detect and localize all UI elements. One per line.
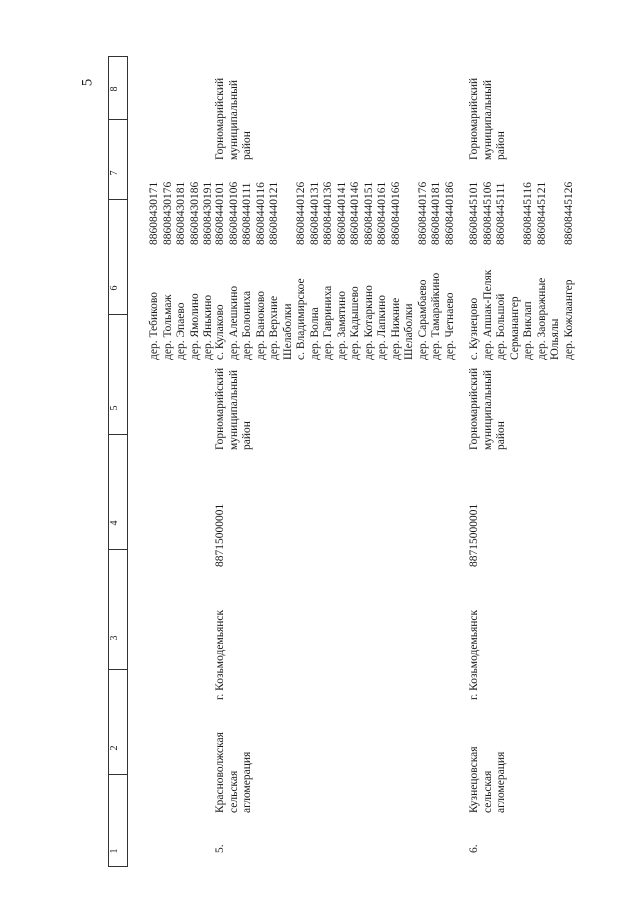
column-separator [108, 774, 128, 775]
list-item: дер. Тамарайкино [430, 272, 442, 360]
column-separator [108, 56, 128, 57]
row-number: 6. [468, 844, 480, 853]
list-item: 88608440101 [214, 181, 226, 245]
continuation-oktmo [148, 182, 216, 245]
column-separator [108, 549, 128, 550]
list-item: дер. Заовражные [535, 277, 548, 360]
list-item: 88608430186 [188, 181, 201, 245]
column-separator [108, 866, 128, 867]
center-code: 88715000001 [468, 503, 480, 567]
list-item: 88608440106 [227, 181, 240, 245]
page-number: 5 [79, 78, 96, 87]
list-item: дер. Янькино [202, 294, 214, 360]
list-item: 88608445106 [481, 181, 494, 245]
oktmo-list [214, 182, 457, 245]
list-item: дер. Кожлаангер [562, 279, 575, 360]
list-item: дер. Кадышево [349, 286, 361, 360]
list-item: 88608440121 [268, 181, 280, 245]
continuation-settlements [148, 292, 216, 360]
list-item: дер. Большой [495, 293, 507, 360]
list-item: дер. Ваноково [254, 291, 267, 360]
header-bottom-rule [127, 57, 128, 867]
list-item: 88608440186 [443, 181, 456, 245]
list-item: дер. Нижние [389, 297, 402, 360]
list-item: с. Владимирское [295, 278, 307, 360]
list-item: Шелаболки [403, 303, 415, 360]
agglomeration-name: Красноволжская сельская агломерация [214, 732, 253, 813]
list-item: дер. Волна [308, 307, 321, 360]
list-item: 88608440111 [241, 182, 253, 245]
district-name: Горномарийский муниципальный район [214, 367, 253, 450]
column-header-6: 6 [109, 285, 120, 291]
list-item: Шелаболки [281, 303, 294, 360]
list-item: 88608440176 [416, 181, 429, 245]
list-item: дер. Верхние [268, 295, 280, 360]
list-item: 88608430191 [202, 181, 214, 245]
list-item: 88608440151 [362, 181, 375, 245]
column-header-1: 1 [109, 848, 120, 854]
list-item: дер. Тольмаж [161, 294, 174, 360]
list-item: 88608430181 [175, 181, 187, 245]
list-item: дер. Апшак-Пеляк [481, 269, 494, 360]
center-city: г. Козьмодемьянск [468, 609, 480, 700]
list-item: дер. Эпаево [175, 302, 187, 360]
municipality-name: Горномарийский муниципальный район [468, 77, 507, 160]
list-item: 88608430176 [161, 181, 174, 245]
column-header-3: 3 [109, 635, 120, 641]
agglomeration-name: Кузнецовская сельская агломерация [468, 746, 507, 813]
list-item [509, 182, 523, 245]
center-code: 88715000001 [214, 503, 226, 567]
list-item: 88608440136 [322, 181, 334, 245]
list-item: дер. Болониха [241, 290, 253, 360]
settlements-list [214, 273, 457, 360]
column-separator [108, 199, 128, 200]
list-item: дер. Виклап [522, 301, 534, 360]
list-item: 88608445111 [495, 182, 507, 245]
list-item: дер. Ямолино [188, 293, 201, 360]
list-item [282, 182, 296, 245]
list-item: дер. Лапкино [376, 294, 388, 360]
district-name: Горномарийский муниципальный район [468, 367, 507, 450]
list-item [403, 182, 417, 245]
list-item: с. Кузнецово [468, 297, 480, 360]
column-separator [108, 119, 128, 120]
list-item: дер. Четнаево [443, 292, 456, 360]
list-item: дер. Замятино [335, 291, 348, 360]
list-item: с. Кулаково [214, 304, 226, 360]
municipality-name: Горномарийский муниципальный район [214, 77, 253, 160]
center-city: г. Козьмодемьянск [214, 609, 226, 700]
column-header-4: 4 [109, 520, 120, 526]
list-item: дер. Сарамбаево [416, 279, 429, 360]
list-item: 88608440166 [389, 181, 402, 245]
list-item: 88608440146 [349, 181, 361, 245]
column-separator [108, 434, 128, 435]
list-item: 88608440126 [295, 181, 307, 245]
list-item: 88608445116 [522, 182, 534, 245]
list-item: дер. Алешкино [227, 285, 240, 360]
list-item: Юльялы [549, 318, 561, 360]
list-item: 88608440181 [430, 181, 442, 245]
list-item: 88608445101 [468, 181, 480, 245]
settlements-list [468, 270, 576, 360]
list-item [549, 182, 563, 245]
column-header-7: 7 [109, 170, 120, 176]
list-item: 88608440141 [335, 181, 348, 245]
column-header-8: 8 [109, 86, 120, 92]
list-item: 88608445121 [535, 181, 548, 245]
list-item: дер. Тебиково [148, 291, 160, 360]
row-number: 5. [214, 844, 226, 853]
column-separator [108, 314, 128, 315]
list-item: дер. Гавриниха [322, 285, 334, 360]
oktmo-list [468, 182, 576, 245]
column-header-2: 2 [109, 745, 120, 751]
column-header-5: 5 [109, 405, 120, 411]
list-item: 88608445126 [562, 181, 575, 245]
list-item: 88608440161 [376, 181, 388, 245]
list-item: 88608430171 [148, 181, 160, 245]
list-item: Серманангер [508, 296, 521, 360]
list-item: дер. Котаркино [362, 285, 375, 360]
list-item: 88608440116 [254, 182, 267, 245]
list-item: 88608440131 [308, 181, 321, 245]
column-separator [108, 669, 128, 670]
